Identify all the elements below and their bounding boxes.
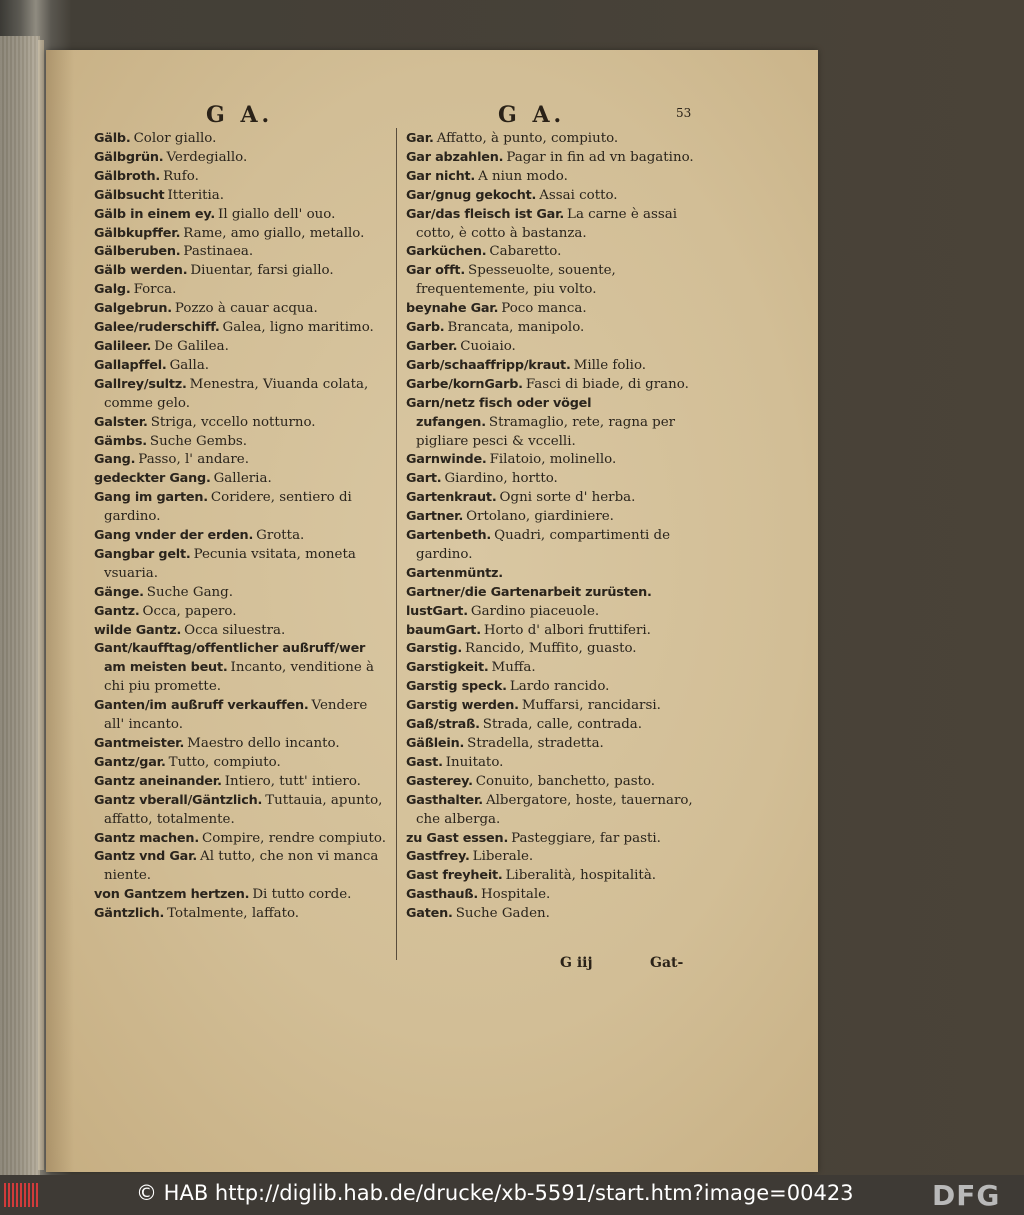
dictionary-entry (94, 225, 390, 244)
left-column (94, 130, 390, 924)
entry-german: Gallapffel. (94, 357, 167, 373)
entry-italian: Occa, papero. (142, 603, 237, 619)
dictionary-entry (94, 168, 390, 187)
entry-german: Gar offt. (406, 263, 466, 279)
dictionary-entry (94, 433, 390, 452)
hab-logo-icon (4, 1183, 38, 1207)
entry-german: Gälbsucht (94, 187, 165, 203)
dictionary-entry (406, 735, 710, 754)
dictionary-entry (94, 243, 390, 262)
entry-german: Garber. (406, 338, 458, 354)
dictionary-entry (406, 905, 710, 924)
dictionary-entry (406, 206, 710, 244)
dictionary-entry (94, 357, 390, 376)
entry-german: Gallrey/sultz. (94, 376, 187, 392)
book-page (46, 50, 818, 1172)
entry-italian: Vendere all' incanto. (104, 698, 368, 733)
entry-german: wilde Gantz. (94, 622, 182, 638)
entry-italian: Galla. (169, 357, 210, 373)
dictionary-entry (406, 357, 710, 376)
entry-german: Gälbkupffer. (94, 225, 181, 241)
dictionary-entry (94, 848, 390, 886)
entry-german: Gant/kaufftag/offentlicher außruff/wer am meisten beut. (94, 641, 366, 676)
entry-german: zu Gast essen. (406, 830, 509, 846)
dictionary-entry (406, 395, 710, 452)
entry-italian: Quadri, compartimenti de gardino. (416, 528, 670, 562)
entry-german: Gälberuben. (94, 244, 181, 260)
page-number: 53 (676, 106, 692, 120)
entry-italian: Albergatore, hoste, tauernaro, che alberga. (416, 792, 693, 827)
dictionary-entry (406, 603, 710, 622)
footer-bar (0, 1175, 1024, 1215)
dictionary-entry (406, 773, 710, 792)
dictionary-entry (406, 830, 710, 849)
dictionary-entry (94, 281, 390, 300)
dictionary-entry (94, 262, 390, 281)
entry-italian: Stramaglio, rete, ragna per pigliare pesci & vccelli. (416, 414, 676, 449)
dictionary-entry (406, 508, 710, 527)
entry-italian: Horto d' albori fruttiferi. (483, 622, 651, 638)
entry-german: Gantz machen. (94, 830, 199, 846)
entry-italian: Coridere, sentiero di gardino. (104, 490, 352, 525)
entry-italian: Pastinaea. (183, 244, 254, 260)
entry-german: Gämbs. (94, 433, 147, 449)
running-head-right: G A. (498, 102, 566, 128)
entry-italian: Intiero, tutt' intiero. (224, 773, 361, 789)
entry-german: Gartner/die Gartenarbeit zurüsten. (406, 584, 652, 600)
entry-italian: Pasteggiare, far pasti. (511, 830, 661, 846)
entry-italian: Forca. (133, 282, 177, 298)
dictionary-entry (94, 489, 390, 527)
entry-italian: Cabaretto. (489, 244, 562, 260)
entry-german: Gastfrey. (406, 849, 470, 865)
entry-italian: Ortolano, giardiniere. (466, 509, 614, 525)
dictionary-entry (94, 622, 390, 641)
entry-german: beynahe Gar. (406, 301, 499, 317)
dfg-logo: DFG (932, 1179, 1001, 1212)
dictionary-entry (94, 792, 390, 830)
dictionary-entry (94, 414, 390, 433)
dictionary-entry (406, 848, 710, 867)
dictionary-entry (406, 697, 710, 716)
dictionary-entry (406, 622, 710, 641)
entry-italian: Filatoio, molinello. (489, 452, 617, 468)
entry-italian: Pagar in fin ad vn bagatino. (506, 149, 694, 165)
entry-german: baumGart. (406, 622, 481, 638)
dictionary-entry (406, 584, 710, 603)
dictionary-entry (406, 659, 710, 678)
dictionary-entry (406, 149, 710, 168)
entry-italian: Incanto, venditione à chi piu promette. (104, 660, 375, 695)
entry-german: Gar nicht. (406, 168, 476, 184)
entry-italian: Liberale. (472, 849, 534, 865)
entry-italian: Il giallo dell' ouo. (218, 206, 336, 222)
entry-german: Garstigkeit. (406, 660, 489, 676)
entry-italian: Ogni sorte d' herba. (499, 490, 636, 506)
entry-italian: Maestro dello incanto. (187, 736, 340, 751)
entry-german: Galster. (94, 414, 148, 430)
entry-german: Gast freyheit. (406, 868, 503, 884)
dictionary-entry (406, 886, 710, 905)
entry-german: Gantz vnd Gar. (94, 849, 198, 865)
page-edge (38, 40, 44, 1170)
entry-german: Gälb. (94, 131, 131, 146)
entry-italian: Spesseuolte, souente, frequentemente, piu volto. (416, 263, 616, 298)
entry-italian: Lardo rancido. (509, 679, 610, 695)
signature-mark: G iij (560, 955, 593, 971)
entry-german: Galee/ruderschiff. (94, 320, 220, 336)
entry-german: Gartenmüntz. (406, 565, 503, 581)
entry-german: Gasthauß. (406, 887, 478, 903)
entry-german: Gaten. (406, 906, 453, 922)
entry-italian: Menestra, Viuanda colata, comme gelo. (104, 376, 369, 411)
dictionary-entry (94, 697, 390, 735)
dictionary-entry (94, 830, 390, 849)
entry-german: Garbe/kornGarb. (406, 376, 523, 392)
entry-german: Gar abzahlen. (406, 149, 504, 165)
dictionary-entry (94, 149, 390, 168)
right-column (406, 130, 710, 924)
entry-german: von Gantzem hertzen. (94, 887, 250, 903)
entry-italian: Inuitato. (445, 754, 504, 770)
entry-italian: Hospitale. (481, 887, 551, 903)
dictionary-entry (406, 489, 710, 508)
entry-italian: De Galilea. (154, 338, 229, 354)
page-stack-edge (0, 36, 40, 1175)
dictionary-entry (94, 905, 390, 924)
entry-german: Gar. (406, 131, 434, 146)
dictionary-entry (406, 243, 710, 262)
dictionary-entry (94, 584, 390, 603)
entry-german: Garb. (406, 320, 445, 336)
entry-german: Gälbgrün. (94, 149, 164, 165)
entry-german: Gartenbeth. (406, 528, 492, 544)
entry-german: Gar/das fleisch ist Gar. (406, 206, 565, 222)
running-head-left: G A. (206, 102, 274, 128)
entry-italian: Rancido, Muffito, guasto. (465, 641, 637, 657)
dictionary-entry (406, 678, 710, 697)
entry-german: Gantz aneinander. (94, 773, 222, 789)
entry-german: Gantz vberall/Gäntzlich. (94, 792, 263, 808)
dictionary-entry (406, 565, 710, 584)
dictionary-entry (406, 262, 710, 300)
entry-italian: Conuito, banchetto, pasto. (475, 773, 656, 789)
entry-italian: Galleria. (213, 471, 272, 487)
entry-german: Gantmeister. (94, 736, 185, 751)
dictionary-entry (406, 168, 710, 187)
dictionary-entry (406, 451, 710, 470)
dictionary-entry (94, 773, 390, 792)
entry-italian: Grotta. (256, 528, 305, 544)
entry-italian: Suche Gembs. (149, 433, 248, 449)
dictionary-entry (406, 319, 710, 338)
entry-italian: Itteritia. (167, 187, 225, 203)
entry-italian: Color giallo. (133, 131, 217, 146)
entry-german: Gantz. (94, 603, 140, 619)
entry-german: Gang im garten. (94, 490, 208, 506)
entry-italian: Brancata, manipolo. (447, 320, 585, 336)
dictionary-entry (406, 187, 710, 206)
entry-italian: Muffa. (491, 660, 536, 676)
entry-italian: Stradella, stradetta. (467, 736, 604, 751)
dictionary-entry (94, 187, 390, 206)
entry-italian: Tutto, compiuto. (168, 754, 281, 770)
entry-italian: Suche Gang. (146, 584, 234, 600)
entry-italian: Pozzo à cauar acqua. (174, 301, 318, 317)
entry-german: Garstig. (406, 641, 462, 657)
entry-german: Gaß/straß. (406, 717, 480, 733)
entry-german: Gar/gnug gekocht. (406, 187, 537, 203)
copyright-link[interactable]: © HAB http://diglib.hab.de/drucke/xb-5591/start.htm?image=00423 (136, 1181, 854, 1205)
dictionary-entry (94, 338, 390, 357)
entry-german: Gartenkraut. (406, 490, 497, 506)
entry-italian: Passo, l' andare. (138, 452, 249, 468)
dictionary-entry (406, 792, 710, 830)
entry-italian: Mille folio. (573, 357, 647, 373)
entry-italian: Gardino piaceuole. (470, 603, 600, 619)
entry-italian: Rufo. (163, 168, 199, 184)
dictionary-entry (94, 640, 390, 697)
entry-italian: Giardino, hortto. (444, 471, 558, 487)
entry-german: Gälbroth. (94, 168, 161, 184)
entry-italian: Tuttauia, apunto, affatto, totalmente. (104, 792, 383, 827)
entry-german: Gang vnder der erden. (94, 528, 254, 544)
dictionary-entry (406, 376, 710, 395)
entry-italian: Striga, vccello notturno. (150, 414, 316, 430)
entry-german: Garn/netz fisch oder vögel zufangen. (406, 395, 592, 430)
entry-german: lustGart. (406, 603, 468, 619)
entry-german: Gartner. (406, 509, 464, 525)
entry-german: Garb/schaaffripp/kraut. (406, 357, 571, 373)
dictionary-entry (94, 735, 390, 754)
entry-german: Gäßlein. (406, 736, 465, 751)
entry-italian: Compire, rendre compiuto. (202, 830, 387, 846)
entry-german: Gälb werden. (94, 263, 188, 279)
entry-german: Gälb in einem ey. (94, 206, 216, 222)
dictionary-entry (94, 130, 390, 149)
entry-italian: Galea, ligno maritimo. (222, 320, 374, 336)
entry-german: Garstig speck. (406, 679, 507, 695)
entry-italian: Suche Gaden. (455, 906, 550, 922)
entry-german: Gangbar gelt. (94, 546, 191, 562)
entry-italian: Verdegiallo. (166, 149, 248, 165)
dictionary-entry (94, 546, 390, 584)
entry-german: Galg. (94, 282, 131, 298)
entry-italian: Occa siluestra. (184, 622, 286, 638)
dictionary-entry (94, 319, 390, 338)
entry-german: Gasthalter. (406, 792, 483, 808)
dictionary-entry (406, 300, 710, 319)
dictionary-entry (94, 451, 390, 470)
dictionary-entry (94, 754, 390, 773)
entry-italian: Affatto, à punto, compiuto. (436, 131, 619, 146)
entry-german: Garnwinde. (406, 452, 487, 468)
entry-italian: La carne è assai cotto, è cotto à bastanza. (416, 206, 678, 241)
dictionary-entry (94, 886, 390, 905)
dictionary-entry (94, 527, 390, 546)
dictionary-entry (406, 640, 710, 659)
entry-german: Gart. (406, 471, 442, 487)
entry-german: Galgebrun. (94, 301, 172, 317)
dictionary-entry (94, 470, 390, 489)
dictionary-entry (406, 716, 710, 735)
entry-italian: Di tutto corde. (252, 887, 352, 903)
entry-italian: Totalmente, laffato. (167, 906, 300, 922)
entry-german: gedeckter Gang. (94, 471, 211, 487)
entry-german: Ganten/im außruff verkauffen. (94, 698, 309, 714)
dictionary-entry (406, 470, 710, 489)
entry-german: Gäntzlich. (94, 906, 165, 922)
dictionary-entry (406, 754, 710, 773)
entry-italian: Cuoiaio. (460, 338, 516, 354)
entry-german: Gantz/gar. (94, 754, 166, 770)
dictionary-entry (406, 867, 710, 886)
entry-italian: Al tutto, che non vi manca niente. (104, 849, 379, 884)
entry-italian: Assai cotto. (539, 187, 618, 203)
entry-italian: Pecunia vsitata, moneta vsuaria. (104, 546, 356, 581)
entry-german: Gang. (94, 452, 136, 468)
entry-german: Galileer. (94, 338, 152, 354)
entry-german: Gast. (406, 754, 443, 770)
entry-german: Gasterey. (406, 773, 473, 789)
dictionary-entry (406, 527, 710, 565)
catchword: Gat- (650, 955, 684, 971)
entry-italian: Liberalità, hospitalità. (505, 868, 657, 884)
entry-italian: Diuentar, farsi giallo. (190, 263, 334, 279)
entry-german: Garstig werden. (406, 698, 519, 714)
entry-german: Garküchen. (406, 244, 487, 260)
entry-italian: A niun modo. (478, 168, 568, 184)
entry-italian: Muffarsi, rancidarsi. (521, 698, 661, 714)
entry-italian: Strada, calle, contrada. (482, 717, 643, 733)
entry-italian: Poco manca. (501, 301, 587, 317)
entry-italian: Fasci di biade, di grano. (525, 376, 689, 392)
entry-german: Gänge. (94, 584, 144, 600)
dictionary-entry (406, 130, 710, 149)
dictionary-entry (94, 206, 390, 225)
dictionary-entry (94, 603, 390, 622)
dictionary-entry (406, 338, 710, 357)
dictionary-entry (94, 376, 390, 414)
column-divider (396, 128, 397, 960)
entry-italian: Rame, amo giallo, metallo. (183, 225, 365, 241)
dictionary-entry (94, 300, 390, 319)
